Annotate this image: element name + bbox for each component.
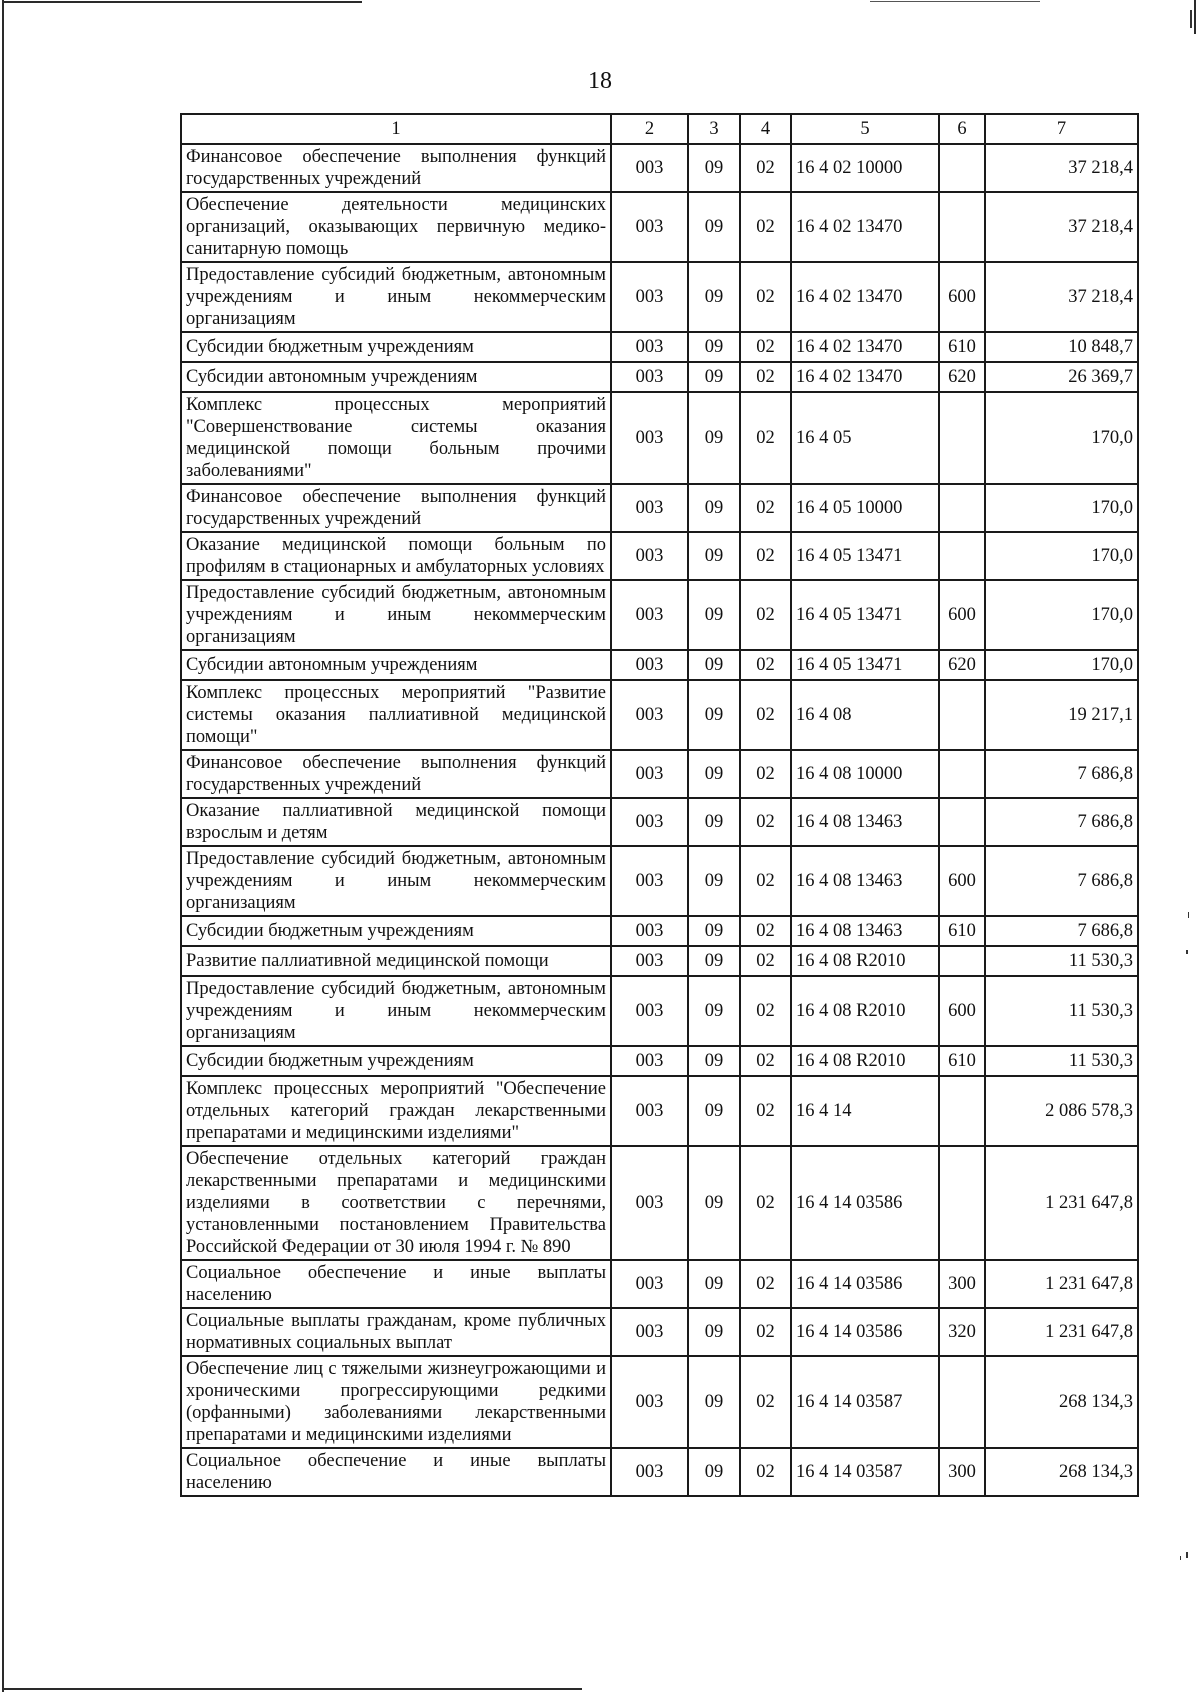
row-name-cell: Социальные выплаты гражданам, кроме публичных нормативных социальных выплат [181, 1308, 611, 1356]
row-section-cell: 09 [688, 392, 740, 484]
row-target-article-cell: 16 4 05 13471 [791, 532, 939, 580]
row-section-cell: 09 [688, 144, 740, 192]
row-code-cell: 003 [611, 846, 688, 916]
row-target-article-cell: 16 4 08 [791, 680, 939, 750]
row-subsection-cell: 02 [740, 1076, 791, 1146]
row-subsection-cell: 02 [740, 680, 791, 750]
row-section-cell: 09 [688, 332, 740, 362]
row-target-article-cell: 16 4 14 03586 [791, 1260, 939, 1308]
row-expense-type-cell [939, 750, 985, 798]
row-subsection-cell: 02 [740, 1356, 791, 1448]
row-code-cell: 003 [611, 650, 688, 680]
row-code-cell: 003 [611, 392, 688, 484]
row-code-cell: 003 [611, 1356, 688, 1448]
row-section-cell: 09 [688, 650, 740, 680]
page-border-bottom [2, 1688, 582, 1690]
column-header: 7 [985, 114, 1138, 144]
table-row [181, 916, 1138, 946]
scan-mark [1186, 950, 1188, 954]
row-section-cell: 09 [688, 846, 740, 916]
row-amount-cell: 7 686,8 [985, 846, 1138, 916]
table-row [181, 262, 1138, 332]
row-expense-type-cell [939, 192, 985, 262]
row-target-article-cell: 16 4 08 13463 [791, 846, 939, 916]
row-amount-cell: 170,0 [985, 484, 1138, 532]
row-code-cell: 003 [611, 262, 688, 332]
row-name-cell: Оказание паллиативной медицинской помощи взрослым и детям [181, 798, 611, 846]
row-name-cell: Развитие паллиативной медицинской помощи [181, 946, 611, 976]
row-expense-type-cell: 610 [939, 332, 985, 362]
row-subsection-cell: 02 [740, 362, 791, 392]
table-row [181, 1356, 1138, 1448]
row-subsection-cell: 02 [740, 798, 791, 846]
scan-mark [1186, 1552, 1188, 1558]
table-row [181, 580, 1138, 650]
row-subsection-cell: 02 [740, 1260, 791, 1308]
column-header: 3 [688, 114, 740, 144]
row-code-cell: 003 [611, 680, 688, 750]
table-row [181, 144, 1138, 192]
row-code-cell: 003 [611, 1308, 688, 1356]
row-amount-cell: 19 217,1 [985, 680, 1138, 750]
row-section-cell: 09 [688, 1356, 740, 1448]
row-code-cell: 003 [611, 1076, 688, 1146]
row-expense-type-cell: 620 [939, 650, 985, 680]
scan-mark [1180, 1556, 1181, 1560]
row-name-cell: Обеспечение отдельных категорий граждан лекарственными препаратами и медицинскими изделиями в соответствии с перечнями, установленными постановлением Правительства Российской Федерации от 30 июля 1994 г. № 890 [181, 1146, 611, 1260]
row-amount-cell: 2 086 578,3 [985, 1076, 1138, 1146]
row-target-article-cell: 16 4 08 R2010 [791, 976, 939, 1046]
table-row [181, 846, 1138, 916]
row-expense-type-cell [939, 532, 985, 580]
row-expense-type-cell: 610 [939, 1046, 985, 1076]
page-border-top-right [870, 1, 1040, 2]
column-header: 1 [181, 114, 611, 144]
row-subsection-cell: 02 [740, 392, 791, 484]
row-name-cell: Финансовое обеспечение выполнения функций государственных учреждений [181, 144, 611, 192]
column-header: 6 [939, 114, 985, 144]
row-amount-cell: 7 686,8 [985, 798, 1138, 846]
row-target-article-cell: 16 4 08 13463 [791, 798, 939, 846]
table-row [181, 750, 1138, 798]
row-name-cell: Финансовое обеспечение выполнения функций государственных учреждений [181, 750, 611, 798]
row-name-cell: Комплекс процессных мероприятий "Развитие системы оказания паллиативной медицинской помощи" [181, 680, 611, 750]
table-row [181, 1046, 1138, 1076]
row-target-article-cell: 16 4 02 10000 [791, 144, 939, 192]
row-section-cell: 09 [688, 362, 740, 392]
row-name-cell: Комплекс процессных мероприятий "Совершенствование системы оказания медицинской помощи больным прочими заболеваниями" [181, 392, 611, 484]
row-expense-type-cell: 320 [939, 1308, 985, 1356]
row-expense-type-cell [939, 946, 985, 976]
row-amount-cell: 1 231 647,8 [985, 1260, 1138, 1308]
row-expense-type-cell: 600 [939, 262, 985, 332]
row-amount-cell: 11 530,3 [985, 976, 1138, 1046]
row-name-cell: Субсидии автономным учреждениям [181, 650, 611, 680]
row-target-article-cell: 16 4 05 13471 [791, 580, 939, 650]
row-subsection-cell: 02 [740, 332, 791, 362]
row-code-cell: 003 [611, 484, 688, 532]
row-amount-cell: 1 231 647,8 [985, 1146, 1138, 1260]
row-amount-cell: 170,0 [985, 532, 1138, 580]
row-target-article-cell: 16 4 08 13463 [791, 916, 939, 946]
table-row [181, 1076, 1138, 1146]
row-expense-type-cell [939, 1146, 985, 1260]
table-row [181, 1146, 1138, 1260]
table-row [181, 976, 1138, 1046]
row-section-cell: 09 [688, 484, 740, 532]
row-subsection-cell: 02 [740, 532, 791, 580]
row-section-cell: 09 [688, 1448, 740, 1496]
table-row [181, 484, 1138, 532]
table-row [181, 192, 1138, 262]
row-subsection-cell: 02 [740, 1146, 791, 1260]
row-target-article-cell: 16 4 02 13470 [791, 332, 939, 362]
row-section-cell: 09 [688, 532, 740, 580]
row-amount-cell: 37 218,4 [985, 262, 1138, 332]
row-expense-type-cell: 600 [939, 976, 985, 1046]
row-target-article-cell: 16 4 02 13470 [791, 192, 939, 262]
row-name-cell: Субсидии бюджетным учреждениям [181, 916, 611, 946]
row-code-cell: 003 [611, 532, 688, 580]
table-row [181, 1308, 1138, 1356]
page-number: 18 [588, 68, 612, 94]
row-code-cell: 003 [611, 192, 688, 262]
row-amount-cell: 268 134,3 [985, 1448, 1138, 1496]
table-row [181, 1260, 1138, 1308]
row-code-cell: 003 [611, 976, 688, 1046]
row-section-cell: 09 [688, 750, 740, 798]
row-subsection-cell: 02 [740, 650, 791, 680]
row-subsection-cell: 02 [740, 144, 791, 192]
row-subsection-cell: 02 [740, 192, 791, 262]
row-amount-cell: 268 134,3 [985, 1356, 1138, 1448]
row-amount-cell: 170,0 [985, 650, 1138, 680]
row-name-cell: Предоставление субсидий бюджетным, автономным учреждениям и иным некоммерческим организациям [181, 580, 611, 650]
row-name-cell: Предоставление субсидий бюджетным, автономным учреждениям и иным некоммерческим организациям [181, 262, 611, 332]
row-amount-cell: 7 686,8 [985, 916, 1138, 946]
row-section-cell: 09 [688, 192, 740, 262]
row-subsection-cell: 02 [740, 916, 791, 946]
table-row [181, 650, 1138, 680]
row-target-article-cell: 16 4 14 03586 [791, 1308, 939, 1356]
page-border-right [1194, 0, 1196, 34]
row-name-cell: Субсидии автономным учреждениям [181, 362, 611, 392]
row-target-article-cell: 16 4 05 [791, 392, 939, 484]
row-target-article-cell: 16 4 05 13471 [791, 650, 939, 680]
row-name-cell: Обеспечение лиц с тяжелыми жизнеугрожающими и хроническими прогрессирующими редкими (орфанными) заболеваниями лекарственными препаратами и медицинскими изделиями [181, 1356, 611, 1448]
row-code-cell: 003 [611, 1448, 688, 1496]
row-subsection-cell: 02 [740, 1448, 791, 1496]
table-body [181, 144, 1138, 1496]
row-name-cell: Финансовое обеспечение выполнения функций государственных учреждений [181, 484, 611, 532]
row-expense-type-cell: 300 [939, 1260, 985, 1308]
row-code-cell: 003 [611, 750, 688, 798]
row-subsection-cell: 02 [740, 484, 791, 532]
scan-mark [1188, 912, 1189, 918]
row-amount-cell: 1 231 647,8 [985, 1308, 1138, 1356]
row-section-cell: 09 [688, 1260, 740, 1308]
row-target-article-cell: 16 4 08 R2010 [791, 946, 939, 976]
table-row [181, 332, 1138, 362]
row-section-cell: 09 [688, 1146, 740, 1260]
row-subsection-cell: 02 [740, 1046, 791, 1076]
table-row [181, 1448, 1138, 1496]
row-target-article-cell: 16 4 02 13470 [791, 362, 939, 392]
row-expense-type-cell: 620 [939, 362, 985, 392]
row-amount-cell: 37 218,4 [985, 144, 1138, 192]
row-section-cell: 09 [688, 262, 740, 332]
row-expense-type-cell: 600 [939, 580, 985, 650]
row-amount-cell: 170,0 [985, 580, 1138, 650]
row-name-cell: Комплекс процессных мероприятий "Обеспечение отдельных категорий граждан лекарственными препаратами и медицинскими изделиями" [181, 1076, 611, 1146]
row-code-cell: 003 [611, 946, 688, 976]
row-expense-type-cell: 600 [939, 846, 985, 916]
row-subsection-cell: 02 [740, 580, 791, 650]
table-row [181, 392, 1138, 484]
row-section-cell: 09 [688, 580, 740, 650]
row-expense-type-cell [939, 1356, 985, 1448]
row-code-cell: 003 [611, 332, 688, 362]
table-row [181, 680, 1138, 750]
row-name-cell: Предоставление субсидий бюджетным, автономным учреждениям и иным некоммерческим организациям [181, 846, 611, 916]
row-expense-type-cell [939, 1076, 985, 1146]
row-name-cell: Оказание медицинской помощи больным по профилям в стационарных и амбулаторных условиях [181, 532, 611, 580]
row-section-cell: 09 [688, 1076, 740, 1146]
row-code-cell: 003 [611, 798, 688, 846]
row-name-cell: Социальное обеспечение и иные выплаты населению [181, 1448, 611, 1496]
row-code-cell: 003 [611, 362, 688, 392]
row-subsection-cell: 02 [740, 946, 791, 976]
row-target-article-cell: 16 4 02 13470 [791, 262, 939, 332]
row-name-cell: Обеспечение деятельности медицинских организаций, оказывающих первичную медико-санитарную помощь [181, 192, 611, 262]
table-header-row [181, 114, 1138, 144]
row-target-article-cell: 16 4 14 03587 [791, 1448, 939, 1496]
table-row [181, 798, 1138, 846]
row-code-cell: 003 [611, 916, 688, 946]
row-subsection-cell: 02 [740, 846, 791, 916]
page-border-top [2, 1, 362, 3]
row-expense-type-cell [939, 798, 985, 846]
row-code-cell: 003 [611, 1260, 688, 1308]
row-subsection-cell: 02 [740, 1308, 791, 1356]
row-target-article-cell: 16 4 14 03586 [791, 1146, 939, 1260]
row-section-cell: 09 [688, 798, 740, 846]
row-name-cell: Предоставление субсидий бюджетным, автономным учреждениям и иным некоммерческим организациям [181, 976, 611, 1046]
row-expense-type-cell: 300 [939, 1448, 985, 1496]
row-target-article-cell: 16 4 08 R2010 [791, 1046, 939, 1076]
row-amount-cell: 26 369,7 [985, 362, 1138, 392]
row-target-article-cell: 16 4 08 10000 [791, 750, 939, 798]
row-expense-type-cell [939, 144, 985, 192]
row-target-article-cell: 16 4 14 03587 [791, 1356, 939, 1448]
table-row [181, 532, 1138, 580]
row-code-cell: 003 [611, 144, 688, 192]
row-expense-type-cell: 610 [939, 916, 985, 946]
table-row [181, 362, 1138, 392]
row-section-cell: 09 [688, 946, 740, 976]
column-header: 5 [791, 114, 939, 144]
column-header: 4 [740, 114, 791, 144]
row-subsection-cell: 02 [740, 750, 791, 798]
row-name-cell: Социальное обеспечение и иные выплаты населению [181, 1260, 611, 1308]
row-amount-cell: 7 686,8 [985, 750, 1138, 798]
row-section-cell: 09 [688, 916, 740, 946]
row-name-cell: Субсидии бюджетным учреждениям [181, 1046, 611, 1076]
row-amount-cell: 170,0 [985, 392, 1138, 484]
row-amount-cell: 10 848,7 [985, 332, 1138, 362]
page-border-left [2, 0, 4, 1692]
row-section-cell: 09 [688, 1308, 740, 1356]
row-amount-cell: 11 530,3 [985, 946, 1138, 976]
budget-table [180, 113, 1139, 1497]
column-header: 2 [611, 114, 688, 144]
row-subsection-cell: 02 [740, 976, 791, 1046]
table-row [181, 946, 1138, 976]
row-expense-type-cell [939, 392, 985, 484]
row-code-cell: 003 [611, 1046, 688, 1076]
row-subsection-cell: 02 [740, 262, 791, 332]
row-code-cell: 003 [611, 1146, 688, 1260]
row-name-cell: Субсидии бюджетным учреждениям [181, 332, 611, 362]
row-expense-type-cell [939, 484, 985, 532]
row-target-article-cell: 16 4 05 10000 [791, 484, 939, 532]
row-target-article-cell: 16 4 14 [791, 1076, 939, 1146]
row-amount-cell: 11 530,3 [985, 1046, 1138, 1076]
row-expense-type-cell [939, 680, 985, 750]
row-amount-cell: 37 218,4 [985, 192, 1138, 262]
row-section-cell: 09 [688, 680, 740, 750]
scan-mark [1190, 10, 1192, 28]
row-code-cell: 003 [611, 580, 688, 650]
row-section-cell: 09 [688, 976, 740, 1046]
row-section-cell: 09 [688, 1046, 740, 1076]
